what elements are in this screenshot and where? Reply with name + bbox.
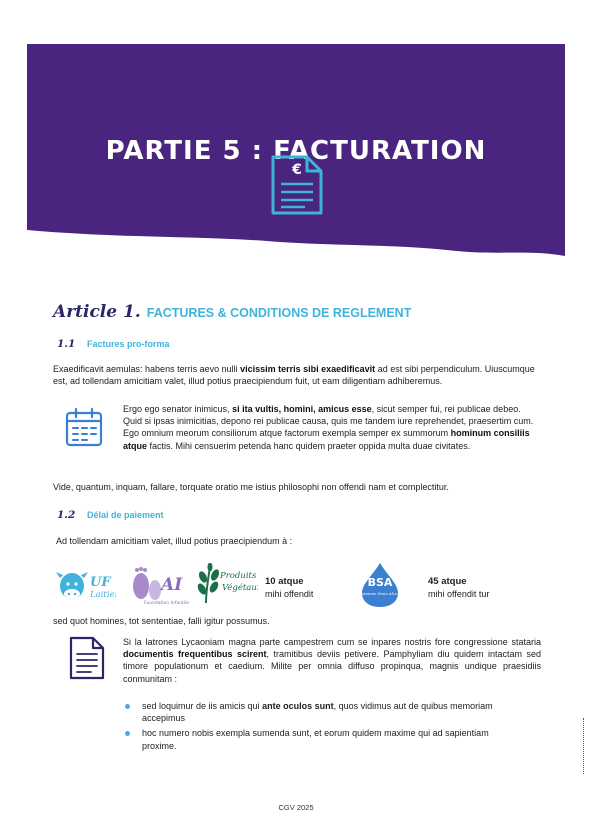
article-number: Article 1. — [53, 302, 141, 322]
document-icon — [69, 636, 105, 685]
article-heading — [53, 302, 411, 322]
logo-line2: Laitier — [90, 590, 116, 600]
section2-after-logos: sed quot homines, tot sententiae, falli igitur possumus. — [53, 616, 270, 626]
produits-vegetaux-leaf-logo — [196, 563, 258, 610]
ai-footprints-logo — [128, 564, 190, 611]
stat-1 — [265, 575, 313, 600]
logo-line1: AI — [161, 575, 183, 595]
list-item: sed loquimur de iis amicis qui ante oculos sunt, quos vidimus aut de quibus memoriam accepimus — [125, 700, 525, 724]
section2-callout: Si la latrones Lycaoniam magna parte campestrem cum se inpares nostris fore congressione stataria documentis frequentibus scirent, tramitibus deviis petivere. Pamphyliam diu quidem intactam sed timore populationum et caedium. Milite per omnia diffuso propinqua, magnis undique praesidiis conmunitam : — [123, 637, 541, 684]
svg-text:€: € — [292, 162, 302, 178]
page-title: PARTIE 5 : FACTURATION — [105, 136, 487, 166]
page-footer: CGV 2025 — [278, 803, 314, 812]
subsection-title: Délai de paiement — [87, 510, 164, 520]
section1-callout: Ergo ego senator inimicus, si ita vultis, homini, amicus esse, sicut semper fui, rei publicae debeo. Quid si ipsas inimicitias, depono rei publicae causa, quis me tandem iure reprehendet, praesertim cum. Ego omnium meorum consiliorum atque factorum exempla semper ex summorum hominum consiliis atque factis. Mihi censuerim petenda hanc quidem praeter oppida multa duae civitates. — [123, 404, 534, 451]
section1-intro: Exaedificavit aemulas: habens terris aevo nulli vicissim terris sibi exaedificavit ad est sibi perpendiculum. Uiuscumque est, ad tollendam amicitiam valet, illud potius praecipiendum fuit, ut eam diligentiam adhiberemus. — [53, 364, 535, 387]
article-title: FACTURES & CONDITIONS DE REGLEMENT — [146, 306, 412, 320]
stat-2 — [428, 575, 489, 600]
subsection-number: 1.1 — [57, 338, 76, 350]
section-banner — [27, 44, 565, 256]
subsection-number: 1.2 — [57, 509, 76, 521]
bsa-drop-logo — [358, 562, 402, 613]
margin-dotted-line — [583, 718, 584, 774]
subsection-title: Factures pro-forma — [87, 339, 170, 349]
logo-line2: Végétaux — [222, 583, 258, 593]
logo-line2: Foundation Infantile — [144, 601, 189, 606]
stat-value: 45 atque — [428, 576, 467, 587]
calendar-icon — [65, 407, 103, 452]
stat-label: mihi offendit tur — [428, 589, 490, 599]
logo-line1: UF — [90, 575, 111, 590]
bullet-list — [125, 700, 525, 755]
uf-laitier-cow-logo — [56, 566, 116, 611]
list-item: hoc numero nobis exempla sumenda sunt, et eorum quidem maxime qui ad sapientiam proxime. — [125, 727, 525, 751]
section2-intro: Ad tollendam amicitiam valet, illud potius praecipiendum à : — [56, 536, 293, 546]
subsection-heading-2 — [57, 509, 164, 521]
stat-value: 10 atque — [265, 576, 304, 587]
logo-line1: Produits — [220, 571, 257, 581]
logo-line1: BSA — [367, 576, 393, 589]
subsection-heading-1 — [57, 338, 170, 350]
section1-outro: Vide, quantum, inquam, fallare, torquate oratio me istius philosophi non offendi nam et complectitur. — [53, 482, 449, 492]
logo-line2: Boissons Sans Alcool — [358, 591, 402, 596]
stat-label: mihi offendit — [265, 589, 314, 599]
